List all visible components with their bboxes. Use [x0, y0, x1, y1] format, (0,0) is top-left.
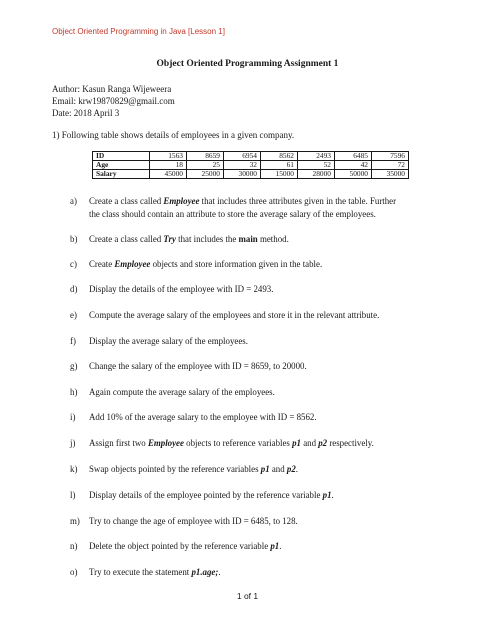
table-cell: 45000: [150, 170, 187, 179]
table-cell: 50000: [335, 170, 372, 179]
table-cell: 25000: [187, 170, 224, 179]
task-item: [70, 515, 400, 528]
task-item: [70, 437, 400, 450]
table-row: [93, 170, 409, 179]
task-label: h): [70, 387, 78, 397]
task-item: [70, 566, 400, 579]
task-label: n): [70, 541, 78, 551]
task-item: [70, 463, 400, 476]
date-line: Date: 2018 April 3: [52, 108, 120, 118]
task-text: Display the details of the employee with ID = 2493.: [89, 284, 274, 294]
table-cell: 8562: [261, 152, 298, 161]
task-text: Create a class called Try that includes the main method.: [89, 234, 289, 244]
task-text: Swap objects pointed by the reference variables p1 and p2.: [89, 464, 298, 474]
table-cell: 30000: [224, 170, 261, 179]
document-header-note: Object Oriented Programming in Java [Lesson 1]: [52, 27, 225, 36]
task-text: Create a class called Employee that includes three attributes given in the table. Further the class should contain an attribute to store the average salary of the employees.: [89, 196, 397, 219]
task-text: Delete the object pointed by the reference variable p1.: [89, 541, 282, 551]
page-footer: 1 of 1: [236, 591, 259, 601]
assignment-title: Object Oriented Programming Assignment 1: [156, 59, 339, 69]
task-label: d): [70, 284, 78, 294]
task-label: a): [70, 196, 77, 206]
question-1: 1) Following table shows details of employees in a given company.: [52, 130, 295, 140]
task-item: [70, 258, 400, 271]
row-header: ID: [93, 152, 150, 161]
task-text: Try to change the age of employee with ID = 6485, to 128.: [89, 516, 298, 526]
table-cell: 42: [335, 161, 372, 170]
table-cell: 25: [187, 161, 224, 170]
task-text: Try to execute the statement p1.age;.: [89, 567, 221, 577]
table-cell: 18: [150, 161, 187, 170]
task-label: e): [70, 310, 77, 320]
table-cell: 6485: [335, 152, 372, 161]
table-cell: 6954: [224, 152, 261, 161]
task-label: j): [70, 438, 76, 448]
table-cell: 61: [261, 161, 298, 170]
table-cell: 7596: [372, 152, 409, 161]
task-text: Compute the average salary of the employees and store it in the relevant attribute.: [89, 310, 380, 320]
task-label: i): [70, 412, 76, 422]
table-cell: 1563: [150, 152, 187, 161]
task-item: [70, 489, 400, 502]
task-text: Again compute the average salary of the employees.: [89, 387, 275, 397]
task-item: [70, 335, 400, 348]
table-cell: 32: [224, 161, 261, 170]
task-text: Assign first two Employee objects to reference variables p1 and p2 respectively.: [89, 438, 374, 448]
task-label: f): [70, 336, 76, 346]
table-cell: 72: [372, 161, 409, 170]
task-item: [70, 195, 400, 220]
task-text: Add 10% of the average salary to the employee with ID = 8562.: [89, 412, 317, 422]
author-block: [52, 83, 175, 119]
table-cell: 52: [298, 161, 335, 170]
task-text: Create Employee objects and store information given in the table.: [89, 259, 323, 269]
task-label: c): [70, 259, 77, 269]
task-text: Display the average salary of the employees.: [89, 336, 248, 346]
task-label: k): [70, 464, 78, 474]
table-cell: 2493: [298, 152, 335, 161]
task-text: Change the salary of the employee with ID = 8659, to 20000.: [89, 361, 307, 371]
task-item: [70, 540, 400, 553]
table-cell: 28000: [298, 170, 335, 179]
task-label: l): [70, 490, 76, 500]
task-item: [70, 233, 400, 246]
table-cell: 35000: [372, 170, 409, 179]
task-item: [70, 360, 400, 373]
table-cell: 8659: [187, 152, 224, 161]
task-text: Display details of the employee pointed by the reference variable p1.: [89, 490, 334, 500]
row-header: Salary: [93, 170, 150, 179]
task-item: [70, 386, 400, 399]
task-item: [70, 309, 400, 322]
employee-table: [92, 151, 409, 179]
task-label: b): [70, 234, 78, 244]
task-label: m): [70, 516, 80, 526]
task-item: [70, 411, 400, 424]
task-item: [70, 283, 400, 296]
email-line: Email: krw19870829@gmail.com: [52, 96, 175, 106]
task-label: g): [70, 361, 78, 371]
table-cell: 15000: [261, 170, 298, 179]
author-line: Author: Kasun Ranga Wijeweera: [52, 84, 172, 94]
row-header: Age: [93, 161, 150, 170]
task-label: o): [70, 567, 78, 577]
